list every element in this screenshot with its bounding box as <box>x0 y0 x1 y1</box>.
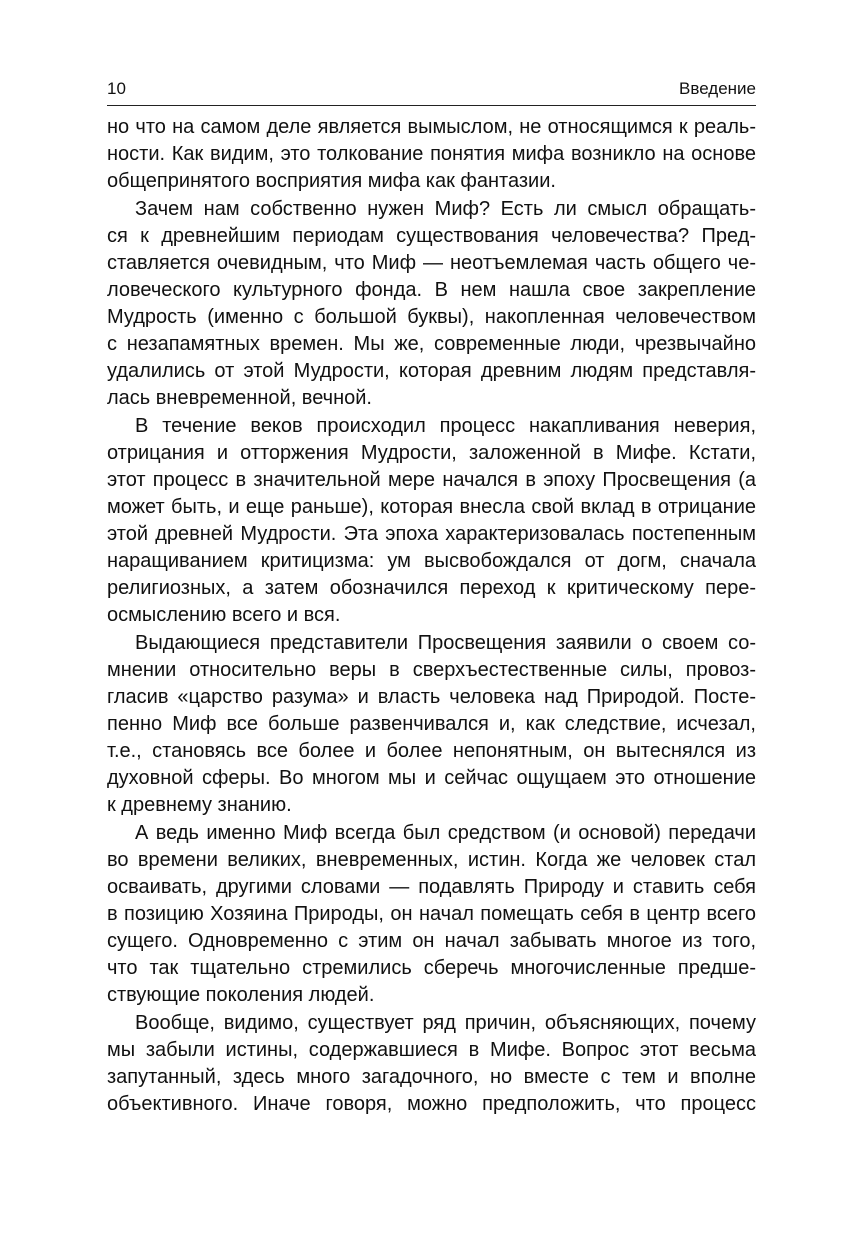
paragraph <box>107 820 756 1009</box>
text-line: с незапамятных времен. Мы же, современные люди, чрезвычайно <box>107 333 756 355</box>
text-line: осваивать, другими словами — подавлять Природу и ставить себя <box>107 876 756 898</box>
book-page <box>107 0 756 1241</box>
text-line: осмыслению всего и вся. <box>107 604 341 626</box>
text-line: В течение веков происходил процесс накапливания неверия, <box>135 415 756 437</box>
text-line: к древнему знанию. <box>107 794 292 816</box>
paragraph <box>107 1010 756 1118</box>
body-text <box>107 114 756 1119</box>
text-line: отрицания и отторжения Мудрости, заложенной в Мифе. Кстати, <box>107 442 756 464</box>
header-rule <box>107 105 756 106</box>
paragraph <box>107 630 756 819</box>
text-line: в позицию Хозяина Природы, он начал помещать себя в центр всего <box>107 903 756 925</box>
text-line: пенно Миф все больше развенчивался и, как следствие, исчезал, <box>107 713 756 735</box>
section-title: Введение <box>679 79 756 98</box>
text-line: удалились от этой Мудрости, которая древним людям представля- <box>107 360 756 382</box>
text-line: что так тщательно стремились сберечь многочисленные предше- <box>107 957 756 979</box>
text-line: мы забыли истины, содержавшиеся в Мифе. Вопрос этот весьма <box>107 1039 756 1061</box>
text-line: Вообще, видимо, существует ряд причин, объясняющих, почему <box>135 1012 756 1034</box>
text-line: А ведь именно Миф всегда был средством (и основой) передачи <box>135 822 756 844</box>
text-line: запутанный, здесь много загадочного, но вместе с тем и вполне <box>107 1066 756 1088</box>
text-line: во времени великих, вневременных, истин. Когда же человек стал <box>107 849 756 871</box>
text-line: Зачем нам собственно нужен Миф? Есть ли смысл обращать- <box>135 198 756 220</box>
text-line: этой древней Мудрости. Эта эпоха характеризовалась постепенным <box>107 523 756 545</box>
text-line: ставляется очевидным, что Миф — неотъемлемая часть общего че- <box>107 252 756 274</box>
page-number: 10 <box>107 79 126 98</box>
text-line: Мудрость (именно с большой буквы), накопленная человечеством <box>107 306 756 328</box>
text-line: ся к древнейшим периодам существования человечества? Пред- <box>107 225 756 247</box>
text-line: этот процесс в значительной мере начался в эпоху Просвещения (а <box>107 469 756 491</box>
text-line: гласив «царство разума» и власть человека над Природой. Посте- <box>107 686 756 708</box>
paragraph <box>107 114 756 195</box>
text-line: общепринятого восприятия мифа как фантазии. <box>107 170 556 192</box>
running-head <box>107 74 756 100</box>
text-line: сущего. Одновременно с этим он начал забывать многое из того, <box>107 930 756 952</box>
text-line: лась вневременной, вечной. <box>107 387 372 409</box>
text-line: духовной сферы. Во многом мы и сейчас ощущаем это отношение <box>107 767 756 789</box>
text-line: наращиванием критицизма: ум высвобождался от догм, сначала <box>107 550 756 572</box>
paragraph <box>107 196 756 412</box>
text-line: но что на самом деле является вымыслом, не относящимся к реаль- <box>107 116 756 138</box>
text-line: религиозных, а затем обозначился переход к критическому пере- <box>107 577 756 599</box>
text-line: может быть, и еще раньше), которая внесла свой вклад в отрицание <box>107 496 756 518</box>
paragraph <box>107 413 756 629</box>
text-line: мнении относительно веры в сверхъестественные силы, провоз- <box>107 659 756 681</box>
text-line: ствующие поколения людей. <box>107 984 375 1006</box>
text-line: ловеческого культурного фонда. В нем нашла свое закрепление <box>107 279 756 301</box>
text-line: т.е., становясь все более и более непонятным, он вытеснялся из <box>107 740 756 762</box>
text-line: Выдающиеся представители Просвещения заявили о своем со- <box>135 632 756 654</box>
text-line: ности. Как видим, это толкование понятия мифа возникло на основе <box>107 143 756 165</box>
text-line: объективного. Иначе говоря, можно предположить, что процесс <box>107 1093 756 1115</box>
